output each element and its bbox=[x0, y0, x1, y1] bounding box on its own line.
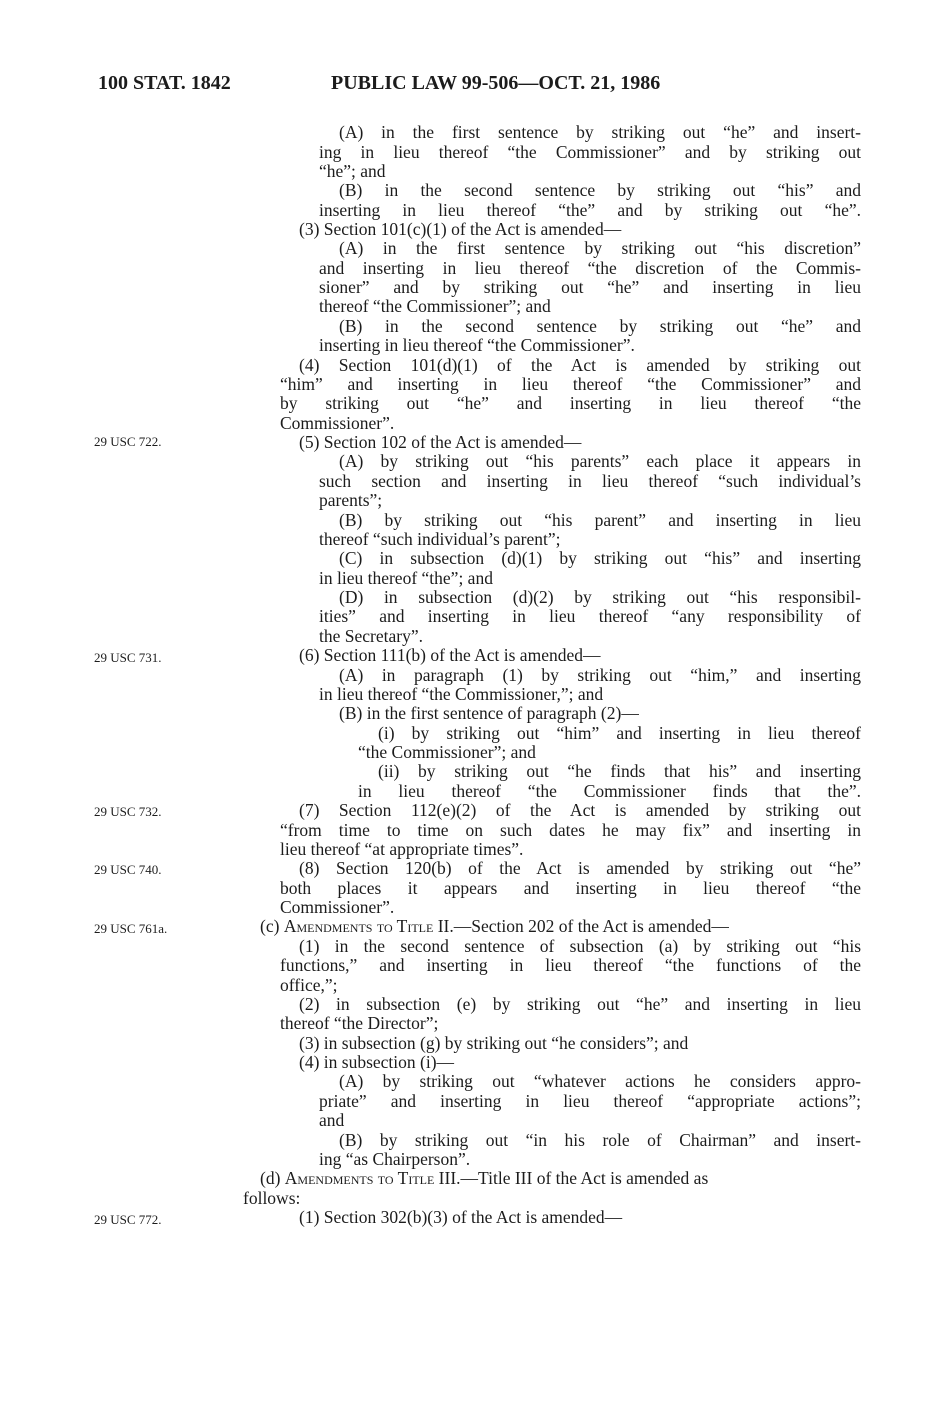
text-line: (d) Amendments to Title III.—Title III of the Act is amended as bbox=[260, 1168, 709, 1188]
text-line: thereof “the Director”; bbox=[280, 1013, 439, 1033]
text-line: inserting in lieu thereof “the Commissioner”. bbox=[319, 335, 635, 355]
text-line: (B) by striking out “in his role of Chairman” and insert- bbox=[339, 1130, 861, 1150]
margin-note-usc: 29 USC 722. bbox=[94, 434, 162, 449]
margin-note-usc: 29 USC 740. bbox=[94, 862, 162, 877]
text-line: (B) by striking out “his parent” and inserting in lieu bbox=[339, 510, 861, 530]
text-line: (ii) by striking out “he finds that his” and inserting bbox=[378, 761, 861, 781]
text-line: such section and inserting in lieu thereof “such individual’s bbox=[319, 471, 861, 491]
margin-note-usc: 29 USC 772. bbox=[94, 1212, 162, 1227]
text-line: in lieu thereof “the Commissioner,”; and bbox=[319, 684, 604, 704]
text-line: and inserting in lieu thereof “the discretion of the Commis- bbox=[319, 258, 861, 278]
margin-note-usc: 29 USC 731. bbox=[94, 650, 162, 665]
text-line: ities” and inserting in lieu thereof “any responsibility of bbox=[319, 606, 861, 626]
text-line: (2) in subsection (e) by striking out “he” and inserting in lieu bbox=[299, 994, 861, 1014]
text-line: (B) in the first sentence of paragraph (2)— bbox=[339, 703, 639, 723]
text-line: (8) Section 120(b) of the Act is amended by striking out “he” bbox=[299, 858, 861, 878]
text-line: (3) Section 101(c)(1) of the Act is amended— bbox=[299, 219, 622, 239]
text-line: (B) in the second sentence by striking out “he” and bbox=[339, 316, 861, 336]
text-line: sioner” and by striking out “he” and inserting in lieu bbox=[319, 277, 861, 297]
text-line: priate” and inserting in lieu thereof “appropriate actions”; bbox=[319, 1091, 861, 1111]
law-title: PUBLIC LAW 99-506—OCT. 21, 1986 bbox=[331, 72, 661, 94]
subsection-heading: Amendments to Title II. bbox=[283, 916, 454, 936]
text-line: in lieu thereof “the Commissioner finds that the”. bbox=[358, 781, 861, 801]
text-line: by striking out “he” and inserting in lieu thereof “the bbox=[280, 393, 861, 413]
text-line: (7) Section 112(e)(2) of the Act is amended by striking out bbox=[299, 800, 861, 820]
margin-note-usc: 29 USC 761a. bbox=[94, 921, 168, 936]
text-line: (5) Section 102 of the Act is amended— bbox=[299, 432, 582, 452]
text-line: office,”; bbox=[280, 975, 338, 995]
text-line: (c) Amendments to Title II.—Section 202 of the Act is amended— bbox=[260, 916, 729, 936]
text-line: (4) Section 101(d)(1) of the Act is amended by striking out bbox=[299, 355, 861, 375]
text-run: —Section 202 of the Act is amended— bbox=[453, 916, 729, 936]
text-line: (1) in the second sentence of subsection (a) by striking out “his bbox=[299, 936, 861, 956]
text-line: Commissioner”. bbox=[280, 897, 395, 917]
text-line: (C) in subsection (d)(1) by striking out “his” and inserting bbox=[339, 548, 861, 568]
text-line: parents”; bbox=[319, 490, 383, 510]
text-line: thereof “the Commissioner”; and bbox=[319, 296, 551, 316]
text-line: inserting in lieu thereof “the” and by striking out “he”. bbox=[319, 200, 861, 220]
text-line: (4) in subsection (i)— bbox=[299, 1052, 455, 1072]
text-line: functions,” and inserting in lieu thereof “the functions of the bbox=[280, 955, 861, 975]
margin-note-usc: 29 USC 732. bbox=[94, 804, 162, 819]
text-line: “him” and inserting in lieu thereof “the Commissioner” and bbox=[280, 374, 861, 394]
text-line: ing “as Chairperson”. bbox=[319, 1149, 471, 1169]
text-line: (3) in subsection (g) by striking out “he considers”; and bbox=[299, 1033, 689, 1053]
text-line: the Secretary”. bbox=[319, 626, 423, 646]
text-line: (A) in paragraph (1) by striking out “him,” and inserting bbox=[339, 665, 861, 685]
text-line: (B) in the second sentence by striking out “his” and bbox=[339, 180, 861, 200]
text-line: both places it appears and inserting in lieu thereof “the bbox=[280, 878, 861, 898]
text-line: (A) by striking out “whatever actions he considers appro- bbox=[339, 1071, 861, 1091]
text-line: in lieu thereof “the”; and bbox=[319, 568, 493, 588]
text-line: (1) Section 302(b)(3) of the Act is amended— bbox=[299, 1207, 623, 1227]
text-line: (A) by striking out “his parents” each place it appears in bbox=[339, 451, 861, 471]
stat-citation: 100 STAT. 1842 bbox=[98, 72, 231, 94]
text-line: “the Commissioner”; and bbox=[358, 742, 536, 762]
text-line: thereof “such individual’s parent”; bbox=[319, 529, 561, 549]
text-line: “he”; and bbox=[319, 161, 386, 181]
text-line: Commissioner”. bbox=[280, 413, 395, 433]
text-line: (A) in the first sentence by striking out “he” and insert- bbox=[339, 122, 861, 142]
text-line: and bbox=[319, 1110, 345, 1130]
text-line: ing in lieu thereof “the Commissioner” and by striking out bbox=[319, 142, 861, 162]
text-line: (i) by striking out “him” and inserting in lieu thereof bbox=[378, 723, 861, 743]
text-line: (A) in the first sentence by striking out “his discretion” bbox=[339, 238, 861, 258]
text-line: lieu thereof “at appropriate times”. bbox=[280, 839, 524, 859]
subsection-heading: Amendments to Title III. bbox=[284, 1168, 461, 1188]
text-line: (6) Section 111(b) of the Act is amended— bbox=[299, 645, 601, 665]
text-run: —Title III of the Act is amended as bbox=[460, 1168, 709, 1188]
text-line: (D) in subsection (d)(2) by striking out “his responsibil- bbox=[339, 587, 861, 607]
text-line: follows: bbox=[243, 1188, 301, 1208]
text-line: “from time to time on such dates he may fix” and inserting in bbox=[280, 820, 861, 840]
